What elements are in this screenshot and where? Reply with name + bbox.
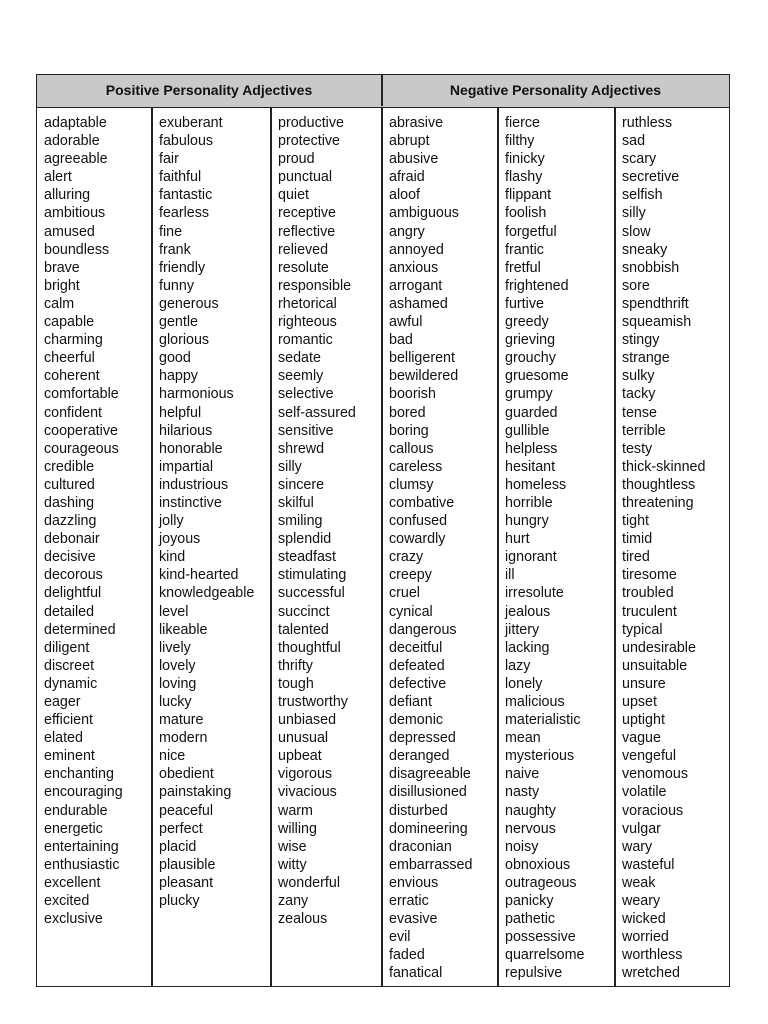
adjective-item: timid [622, 531, 653, 548]
adjective-item: dashing [44, 494, 95, 511]
adjective-item: obnoxious [505, 856, 571, 873]
adjective-item: possessive [505, 929, 576, 946]
adjective-item: strange [622, 350, 670, 367]
adjective-item: tiresome [622, 567, 677, 584]
adjective-item: grouchy [505, 350, 556, 367]
adjective-item: lucky [159, 694, 192, 710]
adjective-item: fantastic [159, 187, 213, 204]
adjective-item: afraid [389, 169, 425, 186]
adjective-item: tough [278, 675, 314, 692]
adjective-item: fair [159, 151, 179, 168]
adjective-item: grumpy [505, 386, 553, 403]
adjective-item: deranged [389, 748, 450, 765]
adjective-item: vivacious [278, 784, 337, 801]
adjective-item: evil [389, 929, 411, 946]
adjective-item: mysterious [505, 748, 575, 765]
adjective-item: joyous [159, 531, 201, 548]
adjective-item: sulky [622, 368, 655, 385]
adjective-item: weak [622, 874, 656, 891]
adjective-item: wicked [622, 911, 666, 928]
adjective-item: deceitful [389, 639, 443, 656]
adjective-item: resolute [278, 259, 329, 276]
adjective-item: envious [389, 874, 439, 891]
adjective-item: exclusive [44, 911, 103, 928]
adjective-item: snobbish [622, 259, 680, 276]
adjective-item: cooperative [44, 422, 118, 439]
adjective-item: enchanting [44, 766, 114, 783]
adjective-item: charming [44, 332, 103, 349]
adjective-item: hesitant [505, 458, 556, 475]
adjective-item: determined [44, 621, 116, 638]
adjective-item: crazy [389, 549, 424, 566]
adjective-item: capable [44, 314, 95, 331]
adjective-item: frantic [505, 241, 544, 258]
adjective-item: pleasant [159, 874, 214, 891]
adjective-item: threatening [622, 494, 694, 511]
adjective-item: fanatical [389, 965, 443, 982]
adjective-item: alert [44, 169, 72, 186]
adjective-item: terrible [622, 422, 666, 439]
adjective-item: tired [622, 549, 650, 566]
adjective-item: wary [622, 838, 653, 855]
adjective-item: annoyed [389, 241, 444, 258]
adjective-item: quiet [278, 187, 310, 204]
adjective-item: sore [622, 277, 650, 294]
adjective-item: kind-hearted [159, 567, 239, 584]
adjective-item: self-assured [278, 404, 356, 421]
adjective-item: voracious [622, 802, 684, 819]
adjective-item: vulgar [622, 820, 661, 837]
adjective-item: lovely [159, 657, 196, 674]
adjective-item: funny [159, 277, 194, 294]
adjective-item: splendid [278, 531, 332, 548]
adjective-item: shrewd [278, 440, 325, 457]
adjective-item: naive [505, 766, 540, 783]
adjective-item: warm [278, 802, 313, 819]
adjective-item: ambiguous [389, 205, 459, 222]
positive-column-2 [152, 108, 270, 986]
adjective-item: boorish [389, 386, 436, 403]
adjective-item: romantic [278, 332, 333, 349]
adjective-item: disturbed [389, 802, 448, 819]
negative-column-3 [615, 108, 729, 986]
adjective-item: courageous [44, 440, 119, 457]
adjective-item: callous [389, 440, 434, 457]
adjective-item: frank [159, 241, 191, 258]
adjective-item: stingy [622, 332, 660, 349]
adjective-item: adaptable [44, 115, 107, 131]
adjective-item: filthy [505, 133, 535, 150]
adjective-item: wretched [622, 965, 681, 982]
adjective-item: rhetorical [278, 295, 337, 312]
adjective-item: bewildered [389, 368, 459, 385]
adjective-item: reflective [278, 223, 336, 240]
adjective-item: defiant [389, 694, 432, 710]
adjective-item: selective [278, 386, 334, 403]
adjective-item: steadfast [278, 549, 337, 566]
adjective-item: cultured [44, 476, 95, 493]
adjective-item: finicky [505, 151, 545, 168]
adjective-item: thoughtful [278, 639, 341, 656]
adjective-item: cruel [389, 585, 420, 602]
adjective-item: obedient [159, 766, 214, 783]
adjective-item: sad [622, 133, 646, 150]
adjective-item: panicky [505, 893, 554, 910]
adjective-item: pathetic [505, 911, 556, 928]
adjective-item: endurable [44, 802, 108, 819]
adjective-item: depressed [389, 730, 456, 747]
adjective-item: proud [278, 151, 315, 168]
adjective-item: fabulous [159, 133, 214, 150]
adjective-item: repulsive [505, 965, 563, 982]
adjective-item: draconian [389, 838, 452, 855]
negative-header: Negative Personality Adjectives [449, 82, 662, 98]
adjective-item: successful [278, 585, 345, 602]
adjective-item: abrupt [389, 133, 430, 150]
adjective-item: creepy [389, 567, 432, 584]
adjective-item: vigorous [278, 766, 333, 783]
adjective-item: unusual [278, 730, 329, 747]
adjective-item: zealous [278, 911, 328, 928]
adjective-item: volatile [622, 784, 667, 801]
adjective-item: placid [159, 838, 197, 855]
adjective-item: excellent [44, 874, 101, 891]
adjective-item: grieving [505, 332, 556, 349]
adjective-item: boring [389, 422, 429, 439]
adjective-item: angry [389, 223, 425, 240]
adjective-item: squeamish [622, 314, 692, 331]
adjective-item: tacky [622, 386, 656, 403]
adjective-item: awful [389, 314, 423, 331]
adjective-item: disillusioned [389, 784, 467, 801]
adjective-item: coherent [44, 368, 100, 385]
adjective-item: modern [159, 730, 208, 747]
adjective-item: honorable [159, 440, 223, 457]
adjective-item: loving [159, 675, 197, 692]
adjective-item: demonic [389, 712, 444, 729]
adjective-item: energetic [44, 820, 103, 837]
adjective-item: sedate [278, 350, 321, 367]
adjective-item: smiling [278, 513, 323, 530]
adjective-item: weary [622, 893, 661, 910]
adjective-item: undesirable [622, 639, 696, 656]
adjective-item: happy [159, 368, 198, 385]
adjective-item: combative [389, 494, 455, 511]
adjective-item: nasty [505, 784, 540, 801]
adjective-item: eager [44, 694, 81, 710]
adjective-item: instinctive [159, 494, 222, 511]
adjective-item: wise [278, 838, 307, 855]
adjective-item: evasive [389, 911, 438, 928]
adjective-item: embarrassed [389, 856, 473, 873]
adjective-item: foolish [505, 205, 547, 222]
adjective-item: good [159, 350, 191, 367]
adjective-item: upset [622, 694, 657, 710]
adjective-item: generous [159, 295, 219, 312]
adjective-item: succinct [278, 603, 330, 620]
adjective-item: clumsy [389, 476, 434, 493]
adjective-item: ruthless [622, 115, 673, 131]
adjective-item: sensitive [278, 422, 334, 439]
adjective-item: lively [159, 639, 191, 656]
adjective-item: silly [278, 458, 302, 475]
adjective-item: enthusiastic [44, 856, 120, 873]
adjective-item: domineering [389, 820, 468, 837]
adjective-item: defeated [389, 657, 445, 674]
adjective-item: ambitious [44, 205, 106, 222]
adjective-item: guarded [505, 404, 558, 421]
adjective-item: harmonious [159, 386, 234, 403]
adjective-item: irresolute [505, 585, 564, 602]
adjective-item: slow [622, 223, 651, 240]
adjective-item: abusive [389, 151, 439, 168]
adjective-item: upbeat [278, 748, 322, 765]
adjective-item: ashamed [389, 295, 448, 312]
adjective-item: productive [278, 115, 344, 131]
adjective-item: unsuitable [622, 657, 688, 674]
positive-column-3 [271, 108, 381, 986]
negative-column-2 [498, 108, 614, 986]
adjective-item: agreeable [44, 151, 108, 168]
adjective-item: plucky [159, 893, 200, 910]
adjective-item: punctual [278, 169, 333, 186]
adjective-item: bright [44, 277, 80, 294]
adjectives-table [36, 74, 730, 987]
adjective-item: decorous [44, 567, 103, 584]
adjective-item: gentle [159, 314, 198, 331]
adjective-item: tense [622, 404, 657, 421]
adjective-item: anxious [389, 259, 439, 276]
adjective-item: hurt [505, 531, 530, 548]
adjective-item: fierce [505, 115, 540, 131]
adjective-item: outrageous [505, 874, 577, 891]
adjective-item: faded [389, 947, 425, 964]
adjective-item: protective [278, 133, 340, 150]
adjective-item: spendthrift [622, 295, 689, 312]
adjective-item: hungry [505, 513, 549, 530]
adjective-item: peaceful [159, 802, 214, 819]
adjective-item: zany [278, 893, 309, 910]
adjective-item: dazzling [44, 513, 97, 530]
adjective-item: elated [44, 730, 83, 747]
adjective-item: furtive [505, 295, 544, 312]
adjective-item: helpful [159, 404, 202, 421]
adjective-item: nice [159, 748, 186, 765]
adjective-item: faithful [159, 169, 202, 186]
adjective-item: gruesome [505, 368, 569, 385]
adjective-item: quarrelsome [505, 947, 585, 964]
adjective-item: greedy [505, 314, 549, 331]
adjective-item: jolly [159, 513, 184, 530]
adjective-item: amused [44, 223, 95, 240]
adjective-item: materialistic [505, 712, 581, 729]
adjective-item: relieved [278, 241, 329, 258]
adjective-item: discreet [44, 657, 95, 674]
adjective-item: arrogant [389, 277, 443, 294]
adjective-item: lonely [505, 675, 543, 692]
adjective-item: cheerful [44, 350, 95, 367]
adjective-item: encouraging [44, 784, 123, 801]
adjective-item: ignorant [505, 549, 557, 566]
adjective-item: efficient [44, 712, 94, 729]
adjective-item: dangerous [389, 621, 457, 638]
adjective-item: disagreeable [389, 766, 471, 783]
adjective-item: plausible [159, 856, 216, 873]
adjective-item: responsible [278, 277, 352, 294]
adjective-item: secretive [622, 169, 680, 186]
adjective-item: homeless [505, 476, 567, 493]
negative-column-1 [382, 108, 497, 986]
adjective-item: unsure [622, 675, 666, 692]
adjective-item: nervous [505, 820, 556, 837]
adjective-item: friendly [159, 259, 206, 276]
adjective-item: kind [159, 549, 186, 566]
adjective-item: forgetful [505, 223, 557, 240]
adjective-item: selfish [622, 187, 663, 204]
adjective-item: malicious [505, 694, 565, 710]
adjective-item: decisive [44, 549, 96, 566]
adjective-item: wasteful [622, 856, 675, 873]
adjective-item: excited [44, 893, 90, 910]
adjective-item: erratic [389, 893, 429, 910]
adjective-item: flippant [505, 187, 552, 204]
adjective-item: lacking [505, 639, 550, 656]
adjective-item: aloof [389, 187, 421, 204]
adjective-item: debonair [44, 531, 100, 548]
adjective-item: truculent [622, 603, 677, 620]
adjective-item: willing [278, 820, 317, 837]
adjective-item: gullible [505, 422, 550, 439]
adjective-item: wonderful [278, 874, 340, 891]
adjective-item: thrifty [278, 657, 313, 674]
adjective-item: defective [389, 675, 447, 692]
adjective-item: abrasive [389, 115, 444, 131]
adjective-item: frightened [505, 277, 569, 294]
adjective-item: painstaking [159, 784, 232, 801]
adjective-item: stimulating [278, 567, 347, 584]
adjective-item: exuberant [159, 115, 223, 131]
table-header-row [37, 75, 729, 108]
adjective-item: horrible [505, 494, 553, 511]
adjective-item: bored [389, 404, 426, 421]
adjective-item: confused [389, 513, 448, 530]
adjective-item: trustworthy [278, 694, 348, 710]
adjective-item: worried [622, 929, 669, 946]
adjective-item: lazy [505, 657, 531, 674]
adjective-item: thick-skinned [622, 458, 706, 475]
adjective-item: likeable [159, 621, 208, 638]
positive-header: Positive Personality Adjectives [105, 82, 313, 98]
adjective-item: eminent [44, 748, 95, 765]
adjective-item: adorable [44, 133, 100, 150]
adjective-item: glorious [159, 332, 210, 349]
adjective-item: confident [44, 404, 103, 421]
adjective-item: fine [159, 223, 183, 240]
adjective-item: alluring [44, 187, 91, 204]
adjective-item: sneaky [622, 241, 668, 258]
adjective-item: cynical [389, 603, 433, 620]
adjective-item: brave [44, 259, 80, 276]
adjective-item: jealous [505, 603, 551, 620]
adjective-item: troubled [622, 585, 674, 602]
adjective-item: sincere [278, 476, 325, 493]
adjective-item: delightful [44, 585, 102, 602]
adjective-item: diligent [44, 639, 90, 656]
adjective-item: worthless [622, 947, 683, 964]
adjective-item: unbiased [278, 712, 337, 729]
adjective-item: thoughtless [622, 476, 696, 493]
adjective-item: seemly [278, 368, 324, 385]
adjective-item: mature [159, 712, 204, 729]
adjective-item: comfortable [44, 386, 119, 403]
adjective-item: noisy [505, 838, 539, 855]
adjective-item: talented [278, 621, 329, 638]
adjective-item: perfect [159, 820, 203, 837]
adjective-item: receptive [278, 205, 337, 222]
adjective-item: ill [505, 567, 515, 584]
adjective-item: boundless [44, 241, 110, 258]
adjective-item: naughty [505, 802, 556, 819]
adjective-item: silly [622, 205, 646, 222]
adjective-item: righteous [278, 314, 337, 331]
adjective-item: witty [278, 856, 307, 873]
adjective-item: tight [622, 513, 650, 530]
adjective-item: flashy [505, 169, 543, 186]
adjective-item: fearless [159, 205, 210, 222]
adjective-item: cowardly [389, 531, 446, 548]
adjective-item: skilful [278, 494, 314, 511]
adjective-item: entertaining [44, 838, 119, 855]
adjective-item: calm [44, 295, 75, 312]
adjective-item: level [159, 603, 189, 620]
adjective-item: fretful [505, 259, 541, 276]
adjective-item: typical [622, 621, 663, 638]
adjective-item: testy [622, 440, 653, 457]
adjective-item: vague [622, 730, 661, 747]
adjective-item: hilarious [159, 422, 213, 439]
adjective-item: helpless [505, 440, 558, 457]
adjective-item: credible [44, 458, 95, 475]
adjective-item: venomous [622, 766, 688, 783]
adjective-item: careless [389, 458, 443, 475]
adjective-item: industrious [159, 476, 229, 493]
adjective-item: dynamic [44, 675, 98, 692]
adjective-item: impartial [159, 458, 214, 475]
adjective-item: belligerent [389, 350, 455, 367]
adjective-item: bad [389, 332, 413, 349]
adjective-item: uptight [622, 712, 665, 729]
adjective-item: detailed [44, 603, 95, 620]
adjective-item: jittery [505, 621, 540, 638]
adjective-item: scary [622, 151, 657, 168]
positive-column-1 [37, 108, 151, 986]
adjective-item: knowledgeable [159, 585, 255, 602]
adjective-item: mean [505, 730, 541, 747]
adjective-item: vengeful [622, 748, 677, 765]
